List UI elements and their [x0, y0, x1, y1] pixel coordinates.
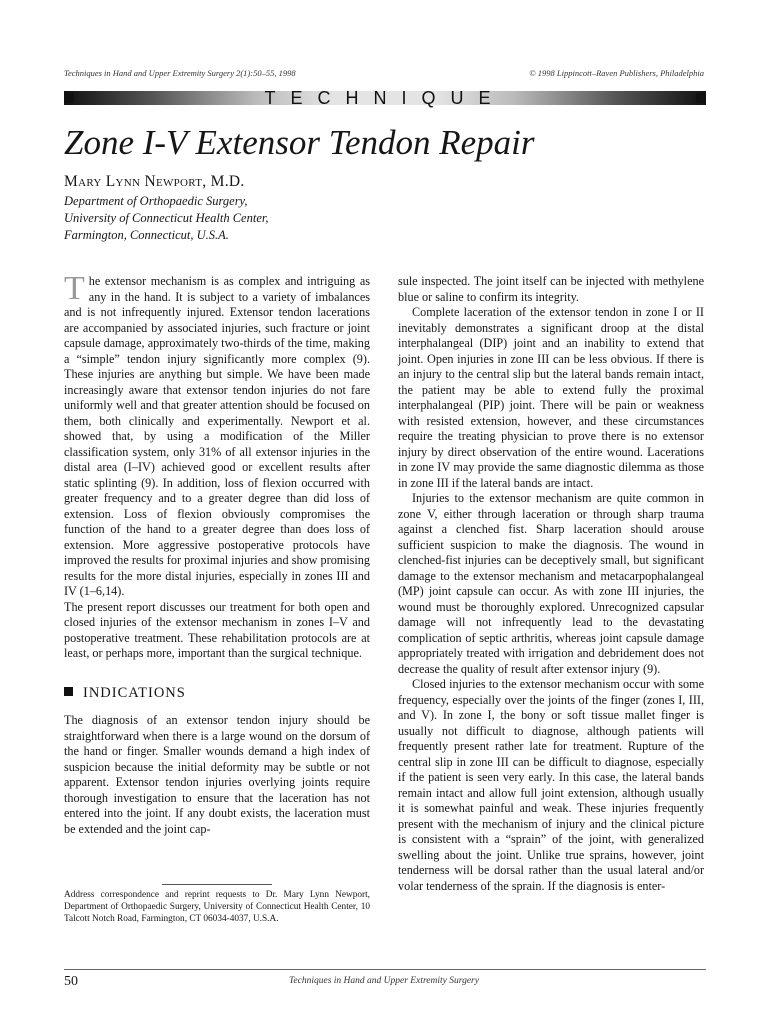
footer-rule — [64, 969, 706, 970]
intro-paragraph — [64, 270, 370, 600]
banner-square-icon — [696, 93, 706, 103]
section-banner — [64, 88, 706, 108]
body-paragraph: Closed injuries to the extensor mechanism occur with some frequency, especially over the joints of the finger (zones I, III, and V). In zone I, the bony or soft tissue mallet finger is usually not difficult to diagnose, although patients will frequently present rather late for treatment. Rupture of the central slip in zone III can be difficult to diagnose, especially if the patient is seen very early. In this case, the lateral bands remain intact and allow full joint extension, although usually it is somewhat painful and weak. These injuries frequently present with the mechanism of injury and the clinical picture is consistent with a “sprain” of the joint, with generalized swelling about the joint. Unlike true sprains, however, joint tenderness will be dorsal rather than the usual lateral and/or volar tenderness of the sprain. If the diagnosis is enter- — [398, 677, 704, 893]
intro-text: he extensor mechanism is as complex and intriguing as any in the hand. It is subject to a variety of imbalances and is not infrequently injured. Extensor tendon lacerations are accompanied by associated injuries, such fracture or joint capsule damage, approximately two-thirds of the time, making a “simple” tendon injury significantly more complex (9). These injuries are anything but simple. We have been made increasingly aware that extensor tendon injuries do not fare uniformly well and that greater attention should be focused on them, both clinically and experimentally. Newport et al. showed that, by using a modification of the Miller classification system, only 31% of all extensor injuries in the distal area (I–IV) achieved good or excellent results after static splinting (9). In addition, loss of flexion occurred with greater frequency and to a greater degree than did loss of extension. Loss of flexion obviously compromises the function of the hand to a greater degree than does loss of extension. More aggressive postoperative protocols have improved the results for proximal injuries and show promising results for the more distal injuries, especially in zones III and IV (1–6,14). — [64, 274, 370, 598]
body-paragraph: Injuries to the extensor mechanism are quite common in zone V, either through laceration or through sharp trauma against a clenched fist. Sharp laceration should arouse sufficient suspicion to make the diagnosis. The wound in clenched-fist injuries can be deceptively small, but significant damage to the extensor mechanism and metacarpophalangeal (MP) joint capsule can occur. As with zone III injuries, the wound must be thoroughly explored. Unrecognized capsular damage will not infrequently lead to the devastating complication of septic arthritis, whereas joint capsule damage appropriately treated with irrigation and debridement does not decrease the quality of result after extensor injury (9). — [398, 491, 704, 676]
author-name: Mary Lynn Newport, M.D. — [64, 173, 245, 190]
running-header-right: © 1998 Lippincott–Raven Publishers, Philadelphia — [529, 68, 704, 78]
correspondence-footnote: Address correspondence and reprint requests to Dr. Mary Lynn Newport, Department of Orthopaedic Surgery, University of Connecticut Health Center, 10 Talcott Notch Road, Farmington, CT 06034-4037, U.S.A. — [64, 890, 370, 924]
right-column — [398, 274, 704, 894]
affiliation-line: Department of Orthopaedic Surgery, — [64, 194, 248, 208]
banner-label: TECHNIQUE — [264, 88, 506, 108]
footnote-rule — [162, 884, 272, 885]
heading-bullet-icon — [64, 687, 73, 696]
dropcap: T — [64, 270, 85, 307]
affiliation-line: Farmington, Connecticut, U.S.A. — [64, 228, 229, 242]
section-heading — [64, 686, 370, 702]
left-column — [64, 270, 370, 837]
body-paragraph: The diagnosis of an extensor tendon injury should be straightforward when there is a large wound on the dorsum of the hand or finger. Smaller wounds demand a high index of suspicion because the initial deformity may be subtle or not apparent. Extensor tendon injuries overlying joints require thorough investigation to ensure that the laceration has not entered into the joint. If any doubt exists, the laceration must be extended and the joint cap- — [64, 713, 370, 836]
affiliation-line: University of Connecticut Health Center, — [64, 211, 269, 225]
article-title: Zone I-V Extensor Tendon Repair — [64, 123, 535, 162]
section-heading-text: INDICATIONS — [83, 684, 186, 701]
body-paragraph: Complete laceration of the extensor tendon in zone I or II inevitably demonstrates a significant droop at the distal interphalangeal (DIP) joint and an inability to extend that joint. Open injuries in zone III can be less obvious. If there is an injury to the central slip but the lateral bands remain intact, the patient may be able to extend fully the proximal interphalangeal (PIP) joint. There will be pain or weakness with resisted extension, however, and these circumstances require the treating physician to prove there is no extensor injury by direct observation of the entire wound. Lacerations in zone IV may provide the same diagnostic dilemma as those in zone III if the lateral bands are intact. — [398, 305, 704, 490]
page-number: 50 — [64, 974, 78, 989]
author-affiliation — [64, 193, 268, 244]
running-header-left: Techniques in Hand and Upper Extremity Surgery 2(1):50–55, 1998 — [64, 68, 296, 78]
journal-footer: Techniques in Hand and Upper Extremity Surgery — [289, 976, 479, 986]
body-paragraph: sule inspected. The joint itself can be injected with methylene blue or saline to confirm its integrity. — [398, 274, 704, 304]
body-paragraph: The present report discusses our treatment for both open and closed injuries of the extensor mechanism in zones I–V and postoperative treatment. These rehabilitation protocols are at least, or perhaps more, important than the surgical technique. — [64, 599, 370, 660]
